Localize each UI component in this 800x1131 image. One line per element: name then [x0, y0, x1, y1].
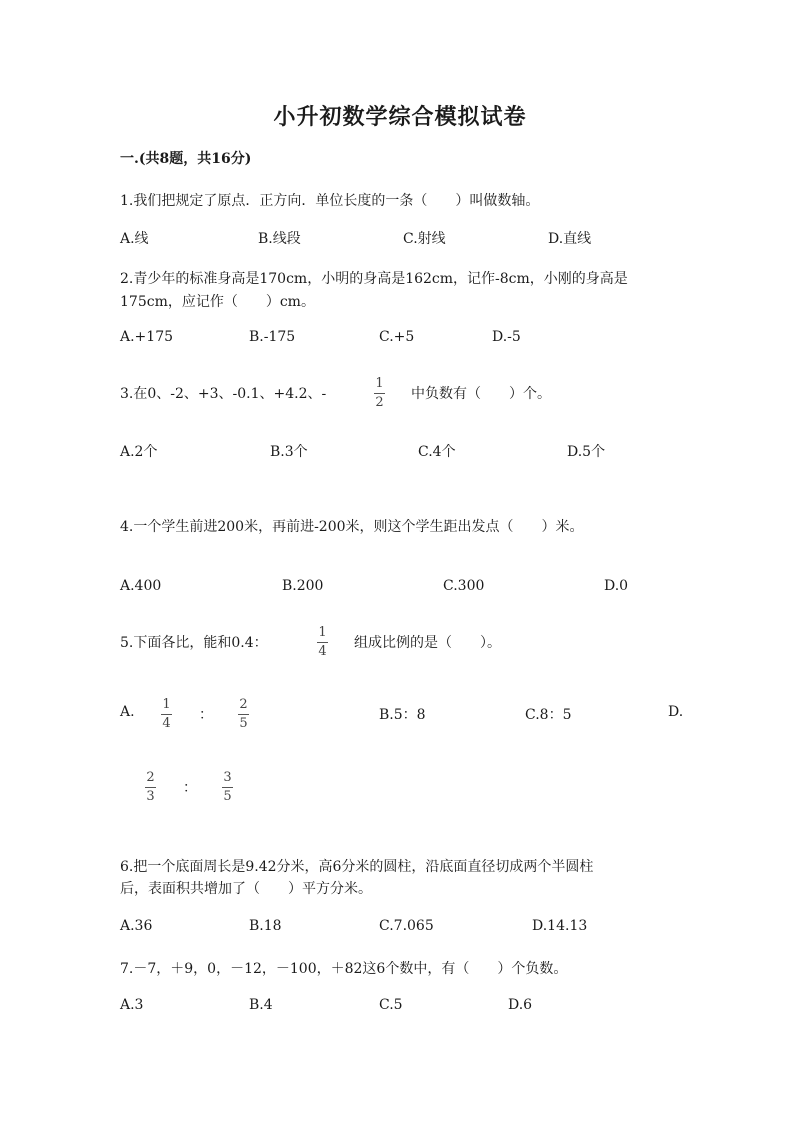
question-3-suffix: 中负数有（ ）个。 — [411, 386, 551, 402]
question-6-line-2: 后，表面积共增加了（ ）平方分米。 — [120, 881, 372, 897]
fraction-numerator: 2 — [239, 697, 248, 712]
question-3-fraction — [374, 376, 385, 411]
question-5-option-d-label[interactable]: D. — [668, 704, 684, 720]
question-7-option-b[interactable]: B.4 — [249, 997, 273, 1013]
question-1-text: 1.我们把规定了原点．正方向．单位长度的一条（ ）叫做数轴。 — [120, 193, 540, 209]
question-7-option-d[interactable]: D.6 — [508, 997, 533, 1013]
fraction-bar — [161, 714, 172, 715]
question-2-option-c[interactable]: C.+5 — [379, 329, 415, 345]
fraction-bar — [238, 714, 249, 715]
question-6-option-a[interactable]: A.36 — [120, 918, 153, 934]
question-5-fraction — [317, 625, 328, 660]
fraction-bar — [145, 787, 156, 788]
fraction-denominator: 4 — [318, 644, 327, 659]
question-4-option-d[interactable]: D.0 — [604, 578, 629, 594]
question-6-option-c[interactable]: C.7.065 — [379, 918, 434, 934]
question-5-option-d-fraction-1 — [145, 770, 156, 805]
question-4-option-c[interactable]: C.300 — [443, 578, 485, 594]
question-4-text: 4.一个学生前进200米，再前进-200米，则这个学生距出发点（ ）米。 — [120, 519, 584, 535]
fraction-denominator: 5 — [239, 716, 248, 731]
question-2-line-1: 2.青少年的标准身高是170cm，小明的身高是162cm，记作-8cm，小刚的身高是 — [120, 271, 628, 287]
question-5-option-b[interactable]: B.5：8 — [379, 707, 426, 723]
question-5-option-a-label[interactable]: A. — [120, 704, 135, 720]
fraction-denominator: 3 — [146, 789, 155, 804]
question-4-option-a[interactable]: A.400 — [120, 578, 162, 594]
fraction-numerator: 2 — [146, 770, 155, 785]
question-5-option-d-fraction-2 — [222, 770, 233, 805]
fraction-denominator: 4 — [162, 716, 171, 731]
fraction-numerator: 3 — [223, 770, 232, 785]
question-6-line-1: 6.把一个底面周长是9.42分米，高6分米的圆柱，沿底面直径切成两个半圆柱 — [120, 859, 594, 875]
question-3-option-c[interactable]: C.4个 — [418, 444, 456, 460]
fraction-numerator: 1 — [375, 376, 384, 391]
fraction-denominator: 2 — [375, 395, 384, 410]
question-1-option-b[interactable]: B.线段 — [258, 231, 301, 247]
fraction-bar — [374, 393, 385, 394]
question-3-option-b[interactable]: B.3个 — [270, 444, 308, 460]
fraction-bar — [222, 787, 233, 788]
page-title: 小升初数学综合模拟试卷 — [273, 104, 527, 130]
question-7-option-c[interactable]: C.5 — [379, 997, 403, 1013]
question-5-option-a-fraction-1 — [161, 697, 172, 732]
question-2-line-2: 175cm，应记作（ ）cm。 — [120, 294, 315, 310]
question-5-option-c[interactable]: C.8：5 — [525, 707, 572, 723]
question-5-option-a-fraction-2 — [238, 697, 249, 732]
section-heading: 一.(共8题，共16分) — [120, 151, 252, 167]
fraction-numerator: 1 — [162, 697, 171, 712]
question-1-option-d[interactable]: D.直线 — [548, 231, 592, 247]
fraction-bar — [317, 642, 328, 643]
question-7-option-a[interactable]: A.3 — [120, 997, 144, 1013]
question-2-option-d[interactable]: D.-5 — [492, 329, 521, 345]
question-5-prefix: 5.下面各比，能和0.4： — [120, 635, 268, 651]
question-7-text: 7.－7，＋9，0，－12，－100，＋82这6个数中，有（ ）个负数。 — [120, 961, 568, 977]
question-1-option-a[interactable]: A.线 — [120, 231, 149, 247]
question-5-option-a-colon: ： — [199, 707, 213, 723]
fraction-numerator: 1 — [318, 625, 327, 640]
question-2-option-b[interactable]: B.-175 — [249, 329, 296, 345]
question-3-option-d[interactable]: D.5个 — [567, 444, 606, 460]
question-5-suffix: 组成比例的是（ ）。 — [354, 635, 501, 651]
question-6-option-d[interactable]: D.14.13 — [532, 918, 588, 934]
question-5-option-d-colon: ： — [183, 780, 197, 796]
question-1-option-c[interactable]: C.射线 — [403, 231, 446, 247]
question-4-option-b[interactable]: B.200 — [282, 578, 324, 594]
question-6-option-b[interactable]: B.18 — [249, 918, 282, 934]
question-2-option-a[interactable]: A.+175 — [120, 329, 174, 345]
question-3-option-a[interactable]: A.2个 — [120, 444, 158, 460]
question-3-prefix: 3.在0、-2、+3、-0.1、+4.2、- — [120, 386, 327, 402]
fraction-denominator: 5 — [223, 789, 232, 804]
